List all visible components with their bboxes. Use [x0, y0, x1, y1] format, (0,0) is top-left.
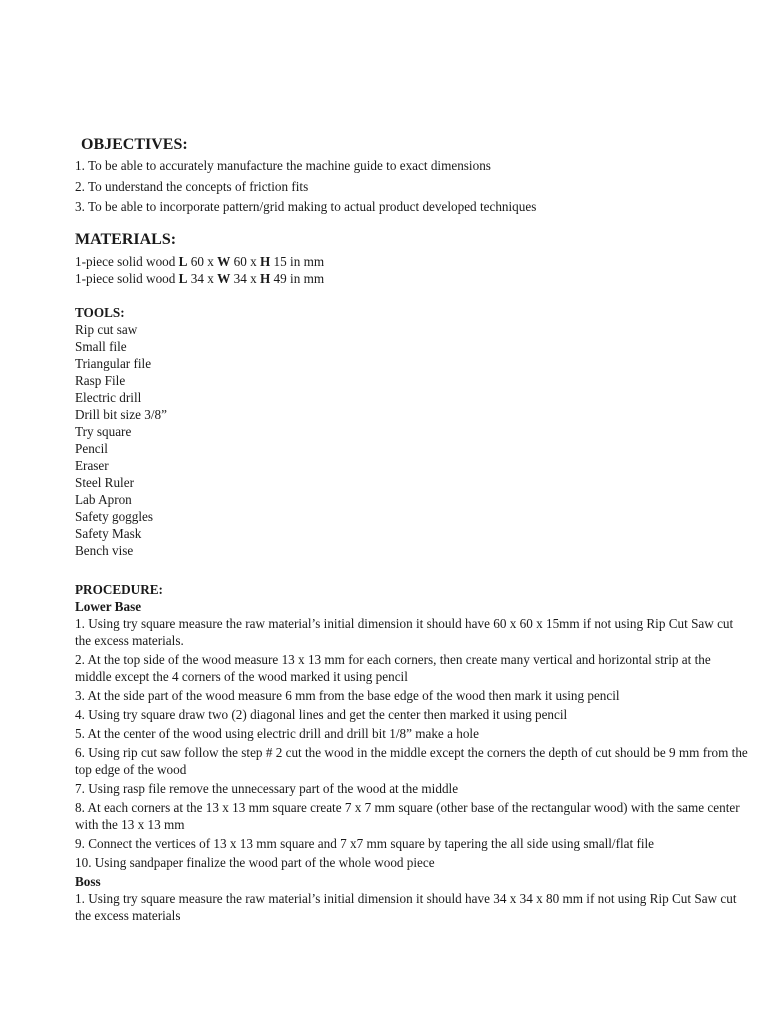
procedure-step: 9. Connect the vertices of 13 x 13 mm square and 7 x7 mm square by tapering the all side using small/flat file — [75, 836, 655, 851]
materials-heading: MATERIALS: — [75, 231, 177, 248]
procedure-step: 1. Using try square measure the raw material’s initial dimension it should have 60 x 60 x 15mm if not using Rip Cut Saw cut the excess materials. — [75, 616, 734, 648]
objectives-list — [75, 157, 748, 219]
objective-item: 3. To be able to incorporate pattern/grid making to actual product developed techniques — [75, 199, 537, 214]
boss-heading: Boss — [75, 874, 101, 889]
tool-item: Safety goggles — [75, 509, 154, 524]
objective-item: 2. To understand the concepts of friction fits — [75, 178, 309, 194]
material-item: 1-piece solid wood L 34 x W 34 x H 49 in mm — [75, 271, 325, 286]
procedure-step: 3. At the side part of the wood measure 6 mm from the base edge of the wood then mark it using pencil — [75, 688, 620, 703]
tool-item: Drill bit size 3/8” — [75, 407, 167, 422]
tools-section — [75, 304, 748, 559]
procedure-section — [75, 581, 748, 926]
tool-item: Lab Apron — [75, 492, 132, 507]
procedure-step: 6. Using rip cut saw follow the step # 2 cut the wood in the middle except the corners the depth of cut should be 9 mm from the top edge of the wood — [75, 745, 748, 777]
objectives-heading: OBJECTIVES: — [81, 136, 188, 153]
tool-item: Bench vise — [75, 543, 134, 558]
tool-item: Electric drill — [75, 390, 142, 405]
tool-item: Steel Ruler — [75, 475, 134, 490]
tool-item: Try square — [75, 424, 132, 439]
procedure-heading: PROCEDURE: — [75, 582, 163, 597]
tool-item: Triangular file — [75, 356, 152, 371]
tool-item: Rasp File — [75, 373, 126, 388]
tool-item: Eraser — [75, 458, 109, 473]
materials-list — [75, 253, 748, 287]
objective-item: 1. To be able to accurately manufacture the machine guide to exact dimensions — [75, 158, 491, 173]
lower-base-heading: Lower Base — [75, 599, 142, 614]
tool-item: Pencil — [75, 441, 108, 456]
procedure-step: 7. Using rasp file remove the unnecessary part of the wood at the middle — [75, 781, 459, 796]
tools-heading: TOOLS: — [75, 305, 125, 320]
procedure-step: 4. Using try square draw two (2) diagonal lines and get the center then marked it using pencil — [75, 707, 568, 722]
procedure-step: 1. Using try square measure the raw material’s initial dimension it should have 34 x 34 x 80 mm if not using Rip Cut Saw cut the excess materials — [75, 891, 737, 923]
tool-item: Small file — [75, 339, 127, 354]
procedure-step: 5. At the center of the wood using electric drill and drill bit 1/8” make a hole — [75, 726, 479, 741]
procedure-step: 8. At each corners at the 13 x 13 mm square create 7 x 7 mm square (other base of the rectangular wood) with the same center with the 13 x 13 mm — [75, 800, 740, 832]
procedure-step: 2. At the top side of the wood measure 13 x 13 mm for each corners, then create many vertical and horizontal strip at the middle except the 4 corners of the wood marked it using pencil — [75, 652, 711, 684]
material-item: 1-piece solid wood L 60 x W 60 x H 15 in mm — [75, 254, 325, 269]
tool-item: Safety Mask — [75, 526, 142, 541]
tool-item: Rip cut saw — [75, 322, 138, 337]
procedure-step: 10. Using sandpaper finalize the wood part of the whole wood piece — [75, 855, 435, 870]
